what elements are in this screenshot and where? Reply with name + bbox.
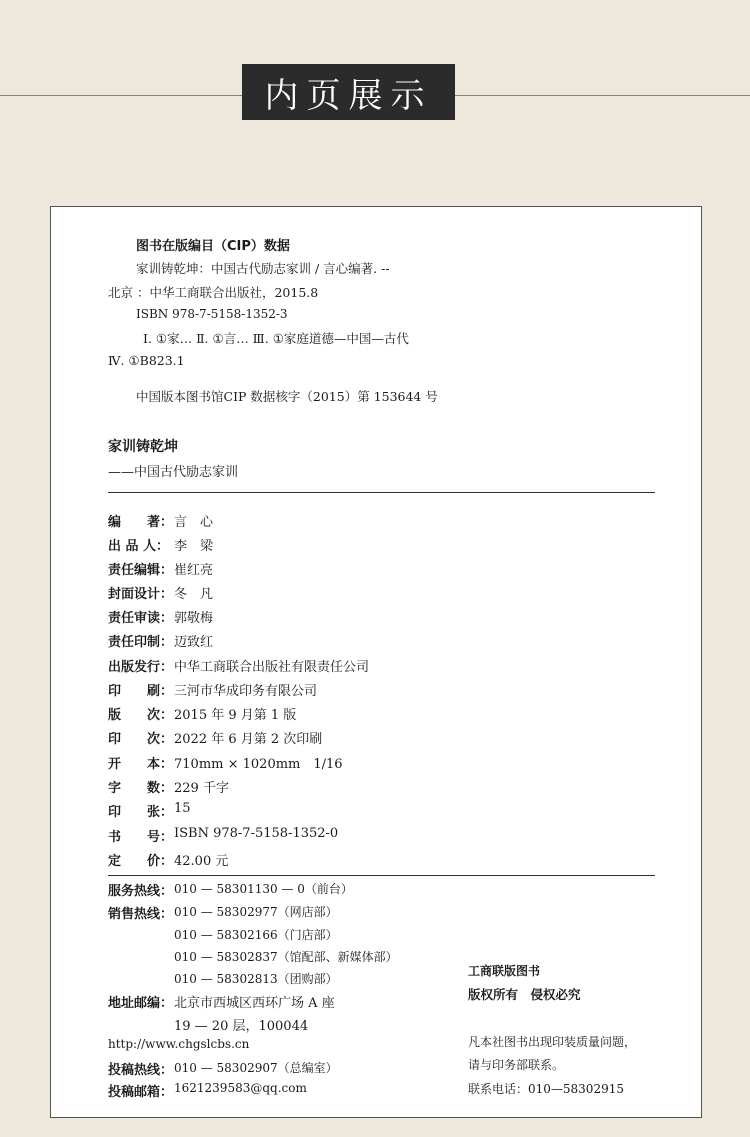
credit-value: 三河市华成印务有限公司 (174, 684, 318, 699)
credit-value: 229 千字 (174, 781, 229, 796)
service-phone: 010 — 58301130 — 0（前台） (174, 882, 353, 896)
credit-label: 责任审读： (108, 611, 174, 626)
credit-row (108, 704, 296, 723)
contact-service (108, 880, 353, 899)
credit-row (108, 607, 213, 626)
quality-notice: 请与印务部联系。 (468, 1058, 565, 1072)
credit-label: 开 本： (108, 757, 174, 772)
credit-label: 书 号： (108, 830, 174, 845)
credit-value: 迈致红 (174, 635, 214, 650)
credit-label: 定 价： (108, 854, 174, 869)
sales-phone: 010 — 58302166（门店部） (174, 928, 338, 942)
divider-bottom (108, 875, 655, 876)
section-banner: 内页展示 (242, 64, 455, 120)
divider-top (108, 492, 655, 493)
credit-label: 版 次： (108, 708, 174, 723)
credit-label: 出版发行： (108, 660, 174, 675)
credit-row (108, 631, 213, 650)
cip-isbn: ISBN 978-7-5158-1352-3 (136, 307, 288, 321)
credit-value: 42.00 元 (174, 854, 229, 869)
contact-submission (108, 1059, 338, 1078)
copyright-page (50, 206, 702, 1118)
email-address[interactable]: 1621239583@qq.com (174, 1081, 307, 1095)
address-line: 北京市西城区西环广场 A 座 (174, 996, 335, 1011)
credit-row (108, 511, 213, 530)
credit-row (108, 559, 213, 578)
sales-phone: 010 — 58302837（馆配部、新媒体部） (174, 950, 398, 964)
address-line: 19 — 20 层，100044 (174, 1019, 309, 1034)
contact-sales (108, 903, 338, 922)
sales-phone: 010 — 58302813（团购部） (174, 972, 338, 986)
cip-record: 中国版本图书馆CIP 数据核字（2015）第 153644 号 (136, 389, 438, 404)
credit-label: 印 张： (108, 805, 174, 820)
book-subtitle: ——中国古代励志家训 (108, 465, 239, 480)
credit-row (108, 583, 213, 602)
service-label: 服务热线： (108, 884, 174, 899)
website-link[interactable]: http://www.chgslcbs.cn (108, 1037, 250, 1051)
credit-row (108, 728, 322, 747)
cip-heading: 图书在版编目（CIP）数据 (136, 239, 290, 254)
credit-value: ISBN 978-7-5158-1352-0 (174, 826, 339, 841)
credit-label: 封面设计： (108, 587, 174, 602)
submission-phone: 010 — 58302907（总编室） (174, 1061, 338, 1075)
copyright-notice: 版权所有 侵权必究 (468, 987, 581, 1002)
credit-row (108, 801, 191, 820)
contact-address (108, 992, 335, 1011)
credit-value: 李 梁 (174, 539, 214, 554)
credit-value: 言 心 (174, 515, 214, 530)
credit-value: 2015 年 9 月第 1 版 (174, 708, 297, 723)
sales-label: 销售热线： (108, 907, 174, 922)
publisher-imprint: 工商联版图书 (468, 964, 541, 978)
email-label: 投稿邮箱： (108, 1085, 174, 1100)
credit-label: 责任印制： (108, 635, 174, 650)
credit-row (108, 753, 343, 772)
credit-value: 15 (174, 801, 191, 816)
credit-label: 字 数： (108, 781, 174, 796)
credit-value: 崔红亮 (174, 563, 214, 578)
submission-label: 投稿热线： (108, 1063, 174, 1078)
credit-row (108, 535, 213, 554)
credit-label: 出 品 人： (108, 539, 170, 554)
credit-value: 郭敬梅 (174, 611, 214, 626)
sales-phone: 010 — 58302977（网店部） (174, 905, 338, 919)
credit-row (108, 656, 369, 675)
cip-line-2: 北京 ：中华工商联合出版社，2015.8 (108, 285, 319, 300)
credit-row (108, 680, 317, 699)
credit-label: 印 次： (108, 732, 174, 747)
credit-label: 编 著： (108, 515, 174, 530)
cip-subjects: Ⅰ. ①家… Ⅱ. ①言… Ⅲ. ①家庭道德—中国—古代 (143, 331, 409, 346)
credit-row (108, 826, 338, 845)
quality-phone: 联系电话：010—58302915 (468, 1082, 624, 1096)
cip-classification: Ⅳ. ①B823.1 (108, 353, 185, 368)
quality-notice: 凡本社图书出现印装质量问题， (468, 1035, 637, 1049)
credit-value: 中华工商联合出版社有限责任公司 (174, 660, 370, 675)
credit-row (108, 777, 229, 796)
book-title: 家训铸乾坤 (108, 439, 178, 455)
credit-row (108, 850, 228, 869)
credit-label: 责任编辑： (108, 563, 174, 578)
credit-value: 710mm × 1020mm 1/16 (174, 757, 343, 772)
credit-value: 冬 凡 (174, 587, 214, 602)
address-label: 地址邮编： (108, 996, 174, 1011)
cip-line-1: 家训铸乾坤：中国古代励志家训 / 言心编著. -- (136, 261, 390, 276)
credit-label: 印 刷： (108, 684, 174, 699)
contact-email (108, 1081, 307, 1100)
credit-value: 2022 年 6 月第 2 次印刷 (174, 732, 323, 747)
